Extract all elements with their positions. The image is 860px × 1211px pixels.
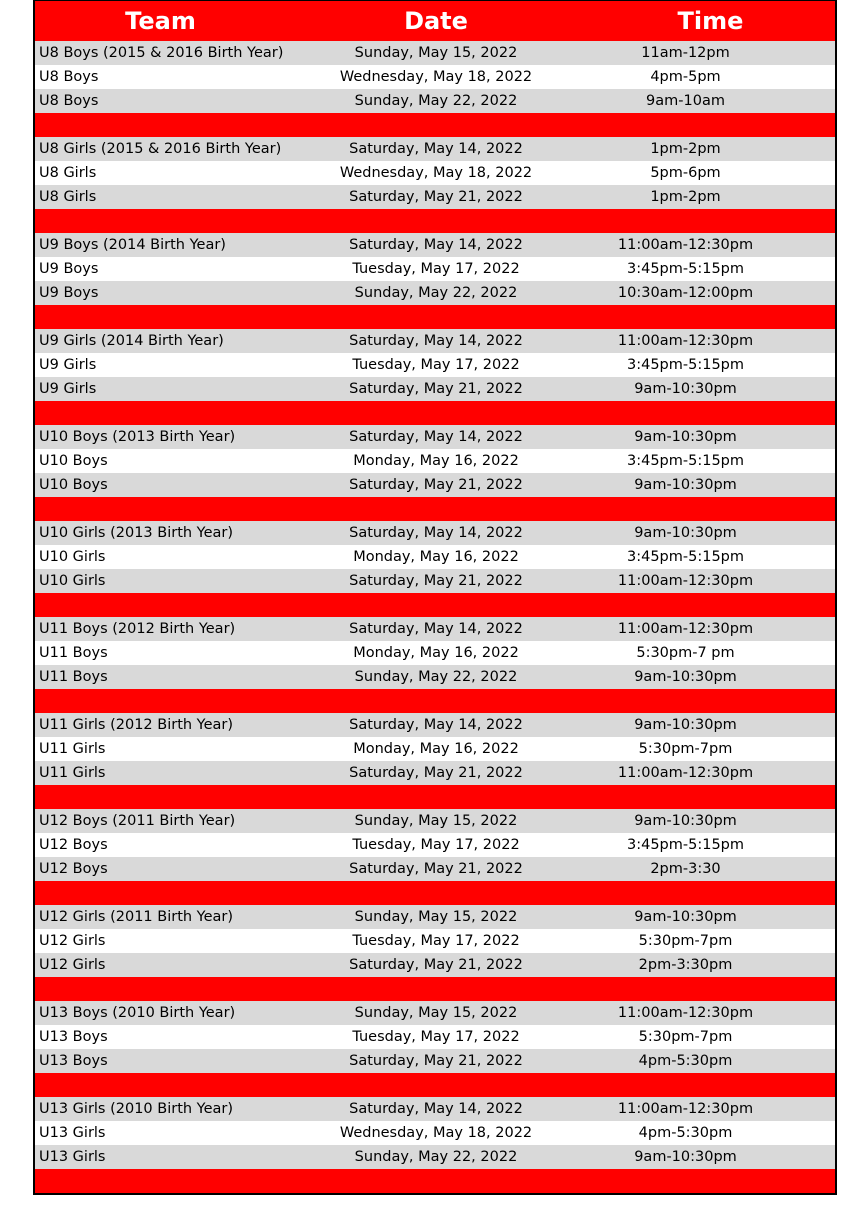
time-cell: 9am-10:30pm [634,813,737,829]
date-cell: Sunday, May 22, 2022 [354,285,518,301]
team-cell: U8 Girls (2015 & 2016 Birth Year) [39,141,282,157]
table-row [35,41,835,65]
team-cell: U12 Boys (2011 Birth Year) [39,813,236,829]
date-cell: Saturday, May 14, 2022 [349,333,523,349]
time-cell: 1pm-2pm [650,189,721,205]
team-cell: U11 Girls [39,741,106,757]
schedule-table [33,0,837,1195]
date-cell: Wednesday, May 18, 2022 [339,165,533,181]
time-cell: 3:45pm-5:15pm [626,261,744,277]
time-cell: 11:00am-12:30pm [617,333,754,349]
team-cell: U12 Girls [39,933,106,949]
time-cell: 9am-10:30pm [634,717,737,733]
time-cell: 9am-10:30pm [634,909,737,925]
team-cell: U9 Girls [39,357,97,373]
time-cell: 11:00am-12:30pm [617,1101,754,1117]
date-cell: Saturday, May 21, 2022 [349,1053,523,1069]
team-cell: U9 Boys [39,261,99,277]
team-cell: U10 Girls [39,549,106,565]
date-cell: Sunday, May 15, 2022 [354,45,518,61]
time-cell: 5:30pm-7pm [638,933,733,949]
team-cell: U8 Girls [39,189,97,205]
date-cell: Tuesday, May 17, 2022 [352,933,520,949]
table-row [35,425,835,449]
date-cell: Saturday, May 21, 2022 [349,381,523,397]
group-separator [35,881,835,905]
team-cell: U10 Boys [39,453,108,469]
time-cell: 4pm-5pm [650,69,721,85]
group-separator [35,977,835,1001]
date-cell: Tuesday, May 17, 2022 [352,1029,520,1045]
team-cell: U13 Boys (2010 Birth Year) [39,1005,236,1021]
table-row [35,545,835,569]
time-cell: 11am-12pm [641,45,730,61]
date-cell: Tuesday, May 17, 2022 [352,261,520,277]
date-cell: Wednesday, May 18, 2022 [339,69,533,85]
date-cell: Saturday, May 14, 2022 [349,621,523,637]
table-row [35,569,835,593]
table-row [35,473,835,497]
table-row [35,929,835,953]
date-cell: Saturday, May 21, 2022 [349,477,523,493]
date-cell: Monday, May 16, 2022 [353,645,519,661]
time-cell: 9am-10:30pm [634,1149,737,1165]
team-cell: U13 Boys [39,1029,108,1045]
group-separator [35,1073,835,1097]
team-cell: U10 Boys (2013 Birth Year) [39,429,236,445]
date-cell: Sunday, May 22, 2022 [354,1149,518,1165]
table-row [35,161,835,185]
team-cell: U10 Girls [39,573,106,589]
table-row [35,761,835,785]
date-cell: Saturday, May 21, 2022 [349,189,523,205]
date-cell: Sunday, May 15, 2022 [354,909,518,925]
table-row [35,257,835,281]
group-separator [35,497,835,521]
date-cell: Tuesday, May 17, 2022 [352,357,520,373]
date-cell: Monday, May 16, 2022 [353,453,519,469]
table-row [35,1121,835,1145]
time-cell: 9am-10:30pm [634,669,737,685]
date-cell: Saturday, May 21, 2022 [349,573,523,589]
group-separator [35,113,835,137]
table-row [35,89,835,113]
date-cell: Saturday, May 14, 2022 [349,1101,523,1117]
date-cell: Monday, May 16, 2022 [353,741,519,757]
team-cell: U13 Girls [39,1125,106,1141]
table-row [35,329,835,353]
table-row [35,281,835,305]
table-row [35,185,835,209]
time-cell: 2pm-3:30pm [638,957,733,973]
table-row [35,857,835,881]
date-cell: Sunday, May 15, 2022 [354,813,518,829]
team-cell: U12 Boys [39,861,108,877]
team-cell: U8 Boys [39,69,99,85]
time-cell: 2pm-3:30 [650,861,721,877]
date-cell: Saturday, May 14, 2022 [349,717,523,733]
team-cell: U11 Girls (2012 Birth Year) [39,717,234,733]
time-cell: 5pm-6pm [650,165,721,181]
date-cell: Saturday, May 14, 2022 [349,429,523,445]
team-cell: U13 Girls (2010 Birth Year) [39,1101,234,1117]
table-row [35,1145,835,1169]
team-cell: U13 Boys [39,1053,108,1069]
team-cell: U9 Girls [39,381,97,397]
table-row [35,953,835,977]
time-cell: 9am-10:30pm [634,477,737,493]
time-cell: 5:30pm-7pm [638,1029,733,1045]
table-row [35,1049,835,1073]
time-cell: 11:00am-12:30pm [617,621,754,637]
date-cell: Saturday, May 14, 2022 [349,237,523,253]
table-row [35,377,835,401]
table-row [35,665,835,689]
table-row [35,713,835,737]
team-cell: U11 Boys [39,645,108,661]
date-cell: Tuesday, May 17, 2022 [352,837,520,853]
group-separator [35,785,835,809]
team-cell: U10 Boys [39,477,108,493]
time-column-header: Time [677,7,744,35]
time-cell: 5:30pm-7pm [638,741,733,757]
time-cell: 11:00am-12:30pm [617,237,754,253]
team-cell: U9 Boys [39,285,99,301]
time-cell: 1pm-2pm [650,141,721,157]
team-cell: U11 Girls [39,765,106,781]
group-separator [35,1169,835,1193]
table-row [35,1025,835,1049]
date-column-header: Date [404,7,468,35]
time-cell: 3:45pm-5:15pm [626,837,744,853]
table-row [35,353,835,377]
time-cell: 11:00am-12:30pm [617,765,754,781]
table-row [35,1097,835,1121]
team-cell: U12 Boys [39,837,108,853]
date-cell: Sunday, May 22, 2022 [354,669,518,685]
table-row [35,137,835,161]
team-cell: U11 Boys [39,669,108,685]
table-row [35,521,835,545]
time-cell: 11:00am-12:30pm [617,1005,754,1021]
team-cell: U11 Boys (2012 Birth Year) [39,621,236,637]
time-cell: 4pm-5:30pm [638,1125,733,1141]
date-cell: Saturday, May 21, 2022 [349,861,523,877]
team-cell: U9 Boys (2014 Birth Year) [39,237,226,253]
group-separator [35,401,835,425]
table-row [35,641,835,665]
team-cell: U12 Girls (2011 Birth Year) [39,909,234,925]
group-separator [35,305,835,329]
team-cell: U12 Girls [39,957,106,973]
date-cell: Wednesday, May 18, 2022 [339,1125,533,1141]
time-cell: 11:00am-12:30pm [617,573,754,589]
table-row [35,65,835,89]
table-row [35,833,835,857]
header-row [35,1,835,41]
table-row [35,737,835,761]
date-cell: Sunday, May 22, 2022 [354,93,518,109]
team-cell: U8 Boys [39,93,99,109]
time-cell: 9am-10:30pm [634,381,737,397]
table-body [35,41,835,1193]
time-cell: 3:45pm-5:15pm [626,549,744,565]
date-cell: Monday, May 16, 2022 [353,549,519,565]
team-cell: U8 Girls [39,165,97,181]
date-cell: Saturday, May 14, 2022 [349,141,523,157]
time-cell: 10:30am-12:00pm [617,285,754,301]
group-separator [35,593,835,617]
group-separator [35,209,835,233]
table-row [35,809,835,833]
table-row [35,1001,835,1025]
table-row [35,905,835,929]
date-cell: Sunday, May 15, 2022 [354,1005,518,1021]
time-cell: 3:45pm-5:15pm [626,453,744,469]
time-cell: 4pm-5:30pm [638,1053,733,1069]
time-cell: 9am-10:30pm [634,429,737,445]
time-cell: 9am-10am [646,93,725,109]
time-cell: 3:45pm-5:15pm [626,357,744,373]
team-cell: U9 Girls (2014 Birth Year) [39,333,224,349]
group-separator [35,689,835,713]
team-cell: U8 Boys (2015 & 2016 Birth Year) [39,45,284,61]
date-cell: Saturday, May 21, 2022 [349,765,523,781]
date-cell: Saturday, May 14, 2022 [349,525,523,541]
table-row [35,617,835,641]
team-cell: U13 Girls [39,1149,106,1165]
table-row [35,233,835,257]
time-cell: 5:30pm-7 pm [636,645,735,661]
time-cell: 9am-10:30pm [634,525,737,541]
team-cell: U10 Girls (2013 Birth Year) [39,525,234,541]
team-column-header: Team [125,7,196,35]
table-row [35,449,835,473]
date-cell: Saturday, May 21, 2022 [349,957,523,973]
